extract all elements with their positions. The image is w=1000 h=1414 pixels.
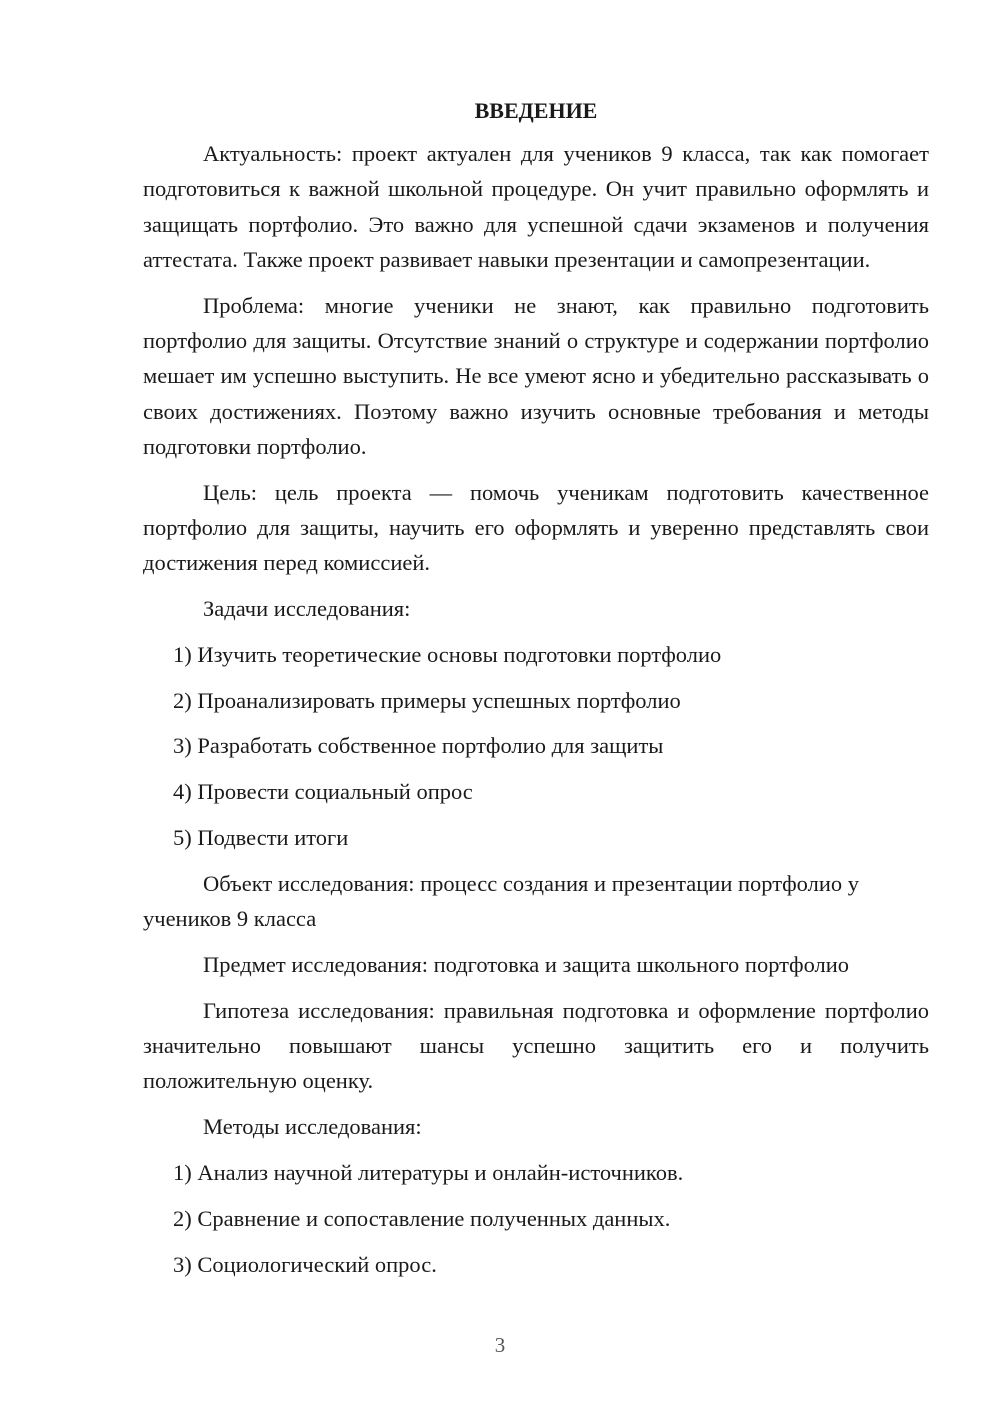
relevance-paragraph: Актуальность: проект актуален для учеников 9 класса, так как помогает подготовиться к важной школьной процедуре. Он учит правильно оформлять и защищать портфолио. Это важно для успешной сдачи экзаменов и получения аттестата. Также проект развивает навыки презентации и самопрезентации. [143, 141, 929, 272]
task-item-4: 4) Провести социальный опрос [173, 779, 473, 805]
document-page [143, 96, 929, 1292]
task-item-5: 5) Подвести итоги [173, 825, 349, 851]
page-number: 3 [494, 1333, 506, 1357]
tasks-heading: Задачи исследования: [203, 596, 411, 622]
hypothesis-paragraph: Гипотеза исследования: правильная подготовка и оформление портфолио значительно повышают шансы успешно защитить его и получить положительную оценку. [143, 997, 929, 1094]
task-item-1: 1) Изучить теоретические основы подготовки портфолио [173, 641, 722, 667]
method-item-1: 1) Анализ научной литературы и онлайн-источников. [173, 1159, 684, 1185]
section-title: ВВЕДЕНИЕ [474, 98, 598, 123]
goal-paragraph: Цель: цель проекта — помочь ученикам подготовить качественное портфолио для защиты, научить его оформлять и уверенно представлять свои достижения перед комиссией. [143, 479, 929, 576]
subject-paragraph: Предмет исследования: подготовка и защита школьного портфолио [203, 951, 850, 977]
method-item-3: 3) Социологический опрос. [173, 1251, 437, 1277]
object-paragraph: Объект исследования: процесс создания и презентации портфолио у учеников 9 класса [143, 870, 860, 932]
method-item-2: 2) Сравнение и сопоставление полученных данных. [173, 1205, 671, 1231]
task-item-3: 3) Разработать собственное портфолио для защиты [173, 733, 664, 759]
problem-paragraph: Проблема: многие ученики не знают, как правильно подготовить портфолио для защиты. Отсутствие знаний о структуре и содержании портфолио мешает им успешно выступить. Не все умеют ясно и убедительно рассказывать о своих достижениях. Поэтому важно изучить основные требования и методы подготовки портфолио. [143, 292, 929, 459]
methods-heading: Методы исследования: [203, 1114, 422, 1140]
task-item-2: 2) Проанализировать примеры успешных портфолио [173, 687, 681, 713]
